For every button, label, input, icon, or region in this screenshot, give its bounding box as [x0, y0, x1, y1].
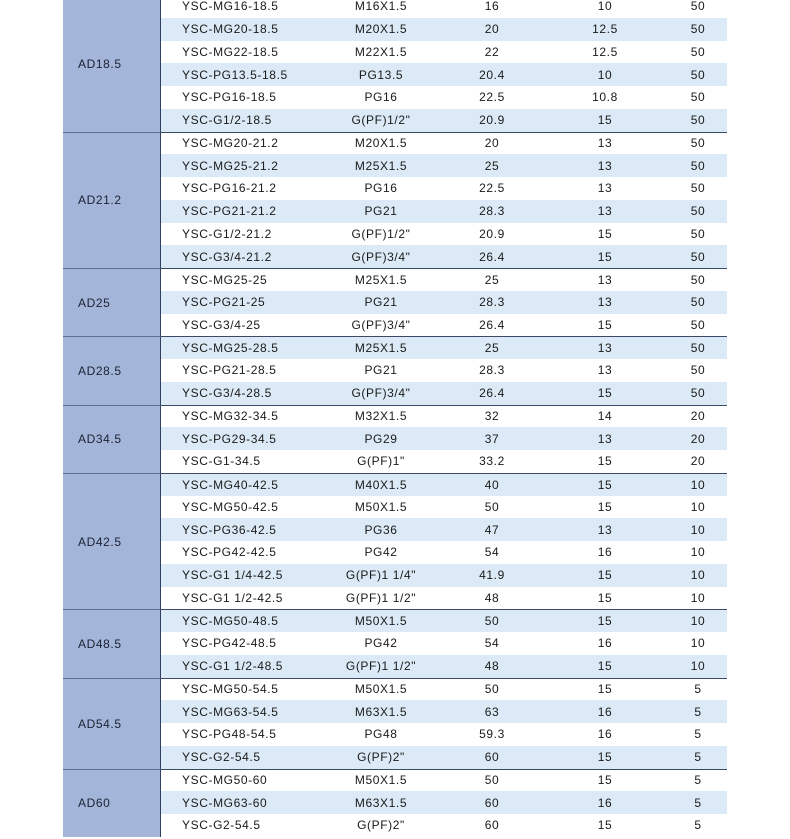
- table-row: YSC-PG21-21.2 PG21 28.3 13 50: [161, 200, 727, 223]
- group-label: AD54.5: [78, 716, 122, 731]
- table-row: YSC-G3/4-25 G(PF)3/4" 26.4 15 50: [182, 317, 706, 332]
- table-row: YSC-MG22-18.5 M22X1.5 22 12.5 50: [182, 44, 706, 59]
- model-cell: YSC-PG36-42.5: [182, 522, 277, 537]
- table-row: YSC-G1 1/2-48.5 G(PF)1 1/2" 48 15 10: [161, 655, 727, 678]
- model-cell: YSC-G1/2-21.2: [182, 226, 272, 241]
- model-cell: YSC-G1/2-18.5: [182, 113, 272, 128]
- model-cell: YSC-MG50-60: [182, 773, 268, 788]
- model-cell: YSC-MG25-28.5: [182, 341, 279, 356]
- table-row: YSC-MG20-21.2 M20X1.5 20 13 50: [161, 132, 727, 155]
- model-cell: YSC-PG21-25: [182, 295, 266, 310]
- table-row: YSC-MG25-21.2 M25X1.5 25 13 50: [161, 154, 727, 177]
- table-row: YSC-G3/4-28.5 G(PF)3/4" 26.4 15 50: [161, 382, 727, 405]
- group-cell: [63, 769, 161, 837]
- table-row: YSC-MG50-60 M50X1.5 50 15 5: [161, 769, 727, 792]
- table-row: YSC-MG25-28.5 M25X1.5 25 13 50: [161, 336, 727, 359]
- table-row: YSC-PG48-54.5 PG48 59.3 16 5: [182, 727, 702, 742]
- group-cell: [63, 0, 161, 132]
- model-cell: YSC-MG63-54.5: [182, 704, 279, 719]
- group-cell: [63, 132, 161, 269]
- model-cell: YSC-PG42-48.5: [182, 636, 277, 651]
- model-cell: YSC-MG63-60: [182, 795, 268, 810]
- model-cell: YSC-G3/4-25: [182, 317, 261, 332]
- model-cell: YSC-MG25-21.2: [182, 158, 279, 173]
- table-row: YSC-MG50-42.5 M50X1.5 50 15 10: [182, 499, 706, 514]
- model-cell: YSC-MG20-18.5: [182, 22, 279, 37]
- model-cell: YSC-PG16-18.5: [182, 90, 277, 105]
- table-row: YSC-G2-54.5 G(PF)2" 60 15 5: [182, 818, 702, 833]
- table-row: YSC-MG40-42.5 M40X1.5 40 15 10: [161, 473, 727, 496]
- model-cell: YSC-G1-34.5: [182, 454, 261, 469]
- model-cell: YSC-PG29-34.5: [182, 431, 277, 446]
- model-cell: YSC-G1 1/2-48.5: [182, 659, 284, 674]
- table-row: YSC-PG16-18.5 PG16 22.5 10.8 50: [182, 90, 706, 105]
- model-cell: YSC-G3/4-28.5: [182, 386, 272, 401]
- table-row: YSC-PG21-25 PG21 28.3 13 50: [161, 291, 727, 314]
- model-cell: YSC-MG50-42.5: [182, 499, 279, 514]
- table-row: YSC-G1 1/2-42.5 G(PF)1 1/2" 48 15 10: [182, 590, 706, 605]
- table-row: YSC-G1-34.5 G(PF)1" 33.2 15 20: [182, 454, 706, 469]
- model-cell: YSC-MG22-18.5: [182, 44, 279, 59]
- model-cell: YSC-PG42-42.5: [182, 545, 277, 560]
- model-cell: YSC-MG50-48.5: [182, 614, 279, 629]
- group-label: AD21.2: [78, 193, 122, 208]
- model-cell: YSC-G1 1/4-42.5: [182, 568, 284, 583]
- group-label: AD34.5: [78, 432, 122, 447]
- group-label: AD25: [78, 295, 111, 310]
- model-cell: YSC-MG25-25: [182, 272, 268, 287]
- group-cell: [63, 268, 161, 336]
- group-label: AD28.5: [78, 363, 122, 378]
- table-row: YSC-MG25-25 M25X1.5 25 13 50: [161, 268, 727, 291]
- table-row: YSC-MG16-18.5 M16X1.5 16 10 50: [182, 0, 706, 14]
- table-row: YSC-MG63-54.5 M63X1.5 63 16 5: [161, 700, 727, 723]
- table-row: YSC-G2-54.5 G(PF)2" 60 15 5: [161, 746, 727, 769]
- table-row: YSC-PG16-21.2 PG16 22.5 13 50: [182, 181, 706, 196]
- model-cell: YSC-PG21-28.5: [182, 363, 277, 378]
- group-label: AD18.5: [78, 56, 122, 71]
- table-row: YSC-MG63-60 M63X1.5 60 16 5: [161, 791, 727, 814]
- model-cell: YSC-MG16-18.5: [182, 0, 279, 14]
- table-row: YSC-PG29-34.5 PG29 37 13 20: [161, 427, 727, 450]
- table-row: YSC-G1 1/4-42.5 G(PF)1 1/4" 41.9 15 10: [161, 564, 727, 587]
- group-cell: [63, 405, 161, 473]
- group-label: AD60: [78, 796, 111, 811]
- table-row: YSC-G1/2-21.2 G(PF)1/2" 20.9 15 50: [182, 226, 706, 241]
- model-cell: YSC-PG13.5-18.5: [182, 67, 288, 82]
- model-cell: YSC-G3/4-21.2: [182, 249, 272, 264]
- model-cell: YSC-PG16-21.2: [182, 181, 277, 196]
- model-cell: YSC-MG20-21.2: [182, 136, 279, 151]
- table-row: YSC-PG42-48.5 PG42 54 16 10: [182, 636, 706, 651]
- table-row: YSC-MG50-48.5 M50X1.5 50 15 10: [161, 609, 727, 632]
- table-row: YSC-PG21-28.5 PG21 28.3 13 50: [182, 363, 706, 378]
- table-row: YSC-MG20-18.5 M20X1.5 20 12.5 50: [161, 18, 727, 41]
- table-row: YSC-PG42-42.5 PG42 54 16 10: [182, 545, 706, 560]
- model-cell: YSC-G2-54.5: [182, 750, 261, 765]
- group-cell: [63, 473, 161, 610]
- group-cell: [63, 336, 161, 404]
- model-cell: YSC-MG50-54.5: [182, 682, 279, 697]
- group-cell: [63, 609, 161, 677]
- table-row: YSC-MG50-54.5 M50X1.5 50 15 5: [161, 678, 727, 701]
- model-cell: YSC-PG21-21.2: [182, 204, 277, 219]
- group-cell: [63, 678, 161, 769]
- model-cell: YSC-MG32-34.5: [182, 409, 279, 424]
- model-cell: YSC-G1 1/2-42.5: [182, 590, 284, 605]
- spec-table: [63, 0, 727, 839]
- table-row: YSC-G1/2-18.5 G(PF)1/2" 20.9 15 50: [161, 109, 727, 132]
- group-label: AD48.5: [78, 636, 122, 651]
- table-row: YSC-PG36-42.5 PG36 47 13 10: [161, 518, 727, 541]
- table-row: YSC-PG13.5-18.5 PG13.5 20.4 10 50: [161, 63, 727, 86]
- table-row: YSC-G3/4-21.2 G(PF)3/4" 26.4 15 50: [161, 245, 727, 268]
- group-label: AD42.5: [78, 534, 122, 549]
- model-cell: YSC-MG40-42.5: [182, 477, 279, 492]
- table-row: YSC-MG32-34.5 M32X1.5 32 14 20: [161, 405, 727, 428]
- model-cell: YSC-G2-54.5: [182, 818, 261, 833]
- model-cell: YSC-PG48-54.5: [182, 727, 277, 742]
